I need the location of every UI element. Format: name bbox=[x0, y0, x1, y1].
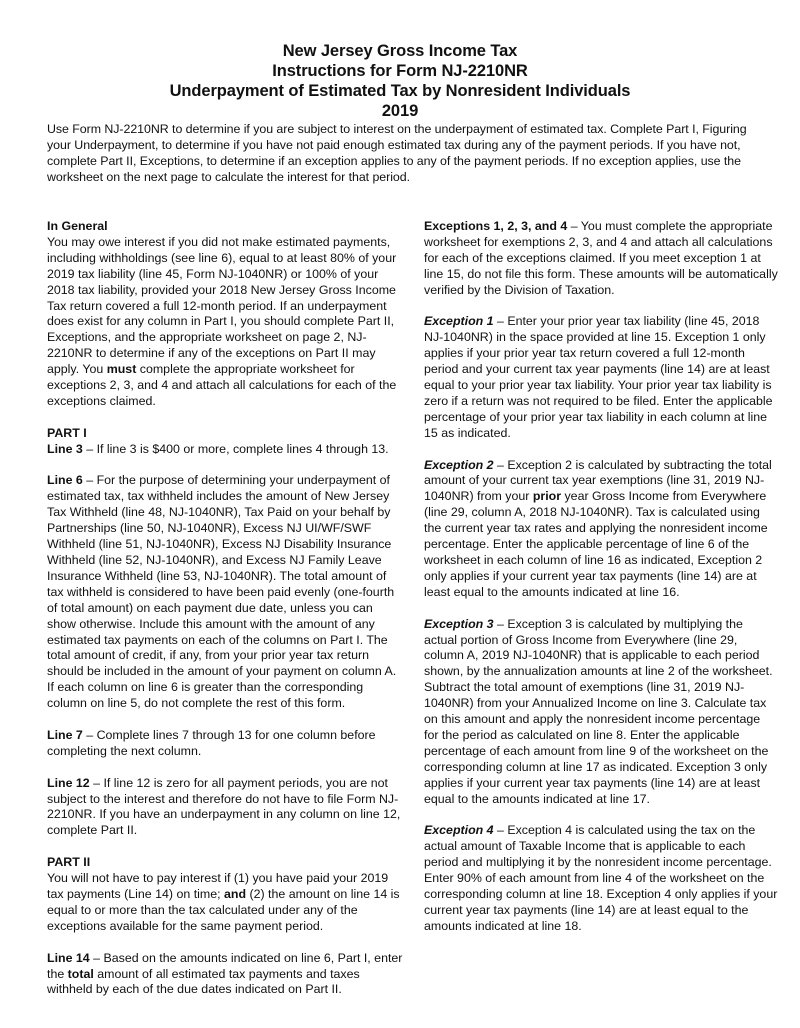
section-exceptions-all bbox=[424, 219, 778, 299]
exception2-label: Exception 2 bbox=[424, 457, 494, 472]
line12-text: – If line 12 is zero for all payment periods, you are not subject to the interest and therefore do not have to file Form NJ-2210NR. If you have an underpayment in any column on line 12, complete Part II. bbox=[47, 775, 401, 838]
exception1-instruction bbox=[424, 314, 778, 441]
exception3-instruction bbox=[424, 617, 778, 808]
line14-text-part1: – Based on the amounts indicated on line 6, Part I, enter the bbox=[47, 950, 403, 981]
exception2-text-part1: – Exception 2 is calculated by subtracting the total amount of your current tax year exemptions (line 31, 2019 NJ-1040NR) from your bbox=[424, 457, 772, 504]
section-line14 bbox=[47, 951, 403, 999]
exception1-text: – Enter your prior year tax liability (line 45, 2018 NJ-1040NR) in the space provided at line 15. Exception 1 only applies if your prior year tax return covered a full 12-month period and your current tax year payments (line 14) are at least equal to your prior year tax liability. Your prior year tax liability is zero if a return was not required to be filed. Enter the applicable percentage of your prior year tax liability in each column at line 15 as indicated. bbox=[424, 314, 773, 440]
line14-instruction bbox=[47, 951, 403, 999]
section-part1 bbox=[47, 426, 403, 458]
line6-label: Line 6 bbox=[47, 473, 83, 488]
exception3-text: – Exception 3 is calculated by multiplying the actual portion of Gross Income from Everywhere (line 29, column A, 2019 NJ-1040NR) that is applicable to each period shown, by the annualization amounts at line 2 of the worksheet. Subtract the total amount of exemptions (line 31, 2019 NJ-1040NR) from your Annualized Income on line 3. Calculate tax on this amount and apply the nonresident income percentage for the period as calculated on line 8. Enter the applicable percentage of each amount from line 9 of the worksheet on the corresponding column at line 17 as indicated. Exception 3 only applies if your current year tax payments (line 14) are at least equal to the amounts indicated at line 17. bbox=[424, 616, 773, 806]
section-heading-part1: PART I bbox=[47, 425, 87, 440]
exception4-instruction bbox=[424, 823, 778, 934]
exception2-bold-prior: prior bbox=[532, 489, 562, 504]
in-general-text bbox=[47, 235, 403, 410]
title-line-year: 2019 bbox=[381, 102, 419, 120]
in-general-text-part1: You may owe interest if you did not make estimated payments, including withholdings (see line 6), equal to at least 80% of your 2019 tax liability (line 45, Form NJ-1040NR) or 100% of your 2018 tax liability, provided your 2018 New Jersey Gross Income Tax return covered a full 12-month period. If an underpayment does exist for any column in Part I, you should complete Part II, Exceptions, and the appropriate worksheet on page 2, NJ-2210NR to determine if any of the exceptions on Part II may apply. You bbox=[47, 234, 397, 377]
intro-paragraph: Use Form NJ-2210NR to determine if you are subject to interest on the underpayment of estimated tax. Complete Part I, Figuring your Underpayment, to determine if you have not paid enough estimated tax during any of the payment periods. If you have not, complete Part II, Exceptions, to determine if an exception applies to any of the payment periods. If no exception applies, use the worksheet on the next page to calculate the interest for that period. bbox=[47, 122, 747, 184]
line12-instruction bbox=[47, 776, 403, 840]
section-exception1 bbox=[424, 314, 778, 441]
exceptions-all-text: – You must complete the appropriate worksheet for exemptions 2, 3, and 4 and attach all calculations for each of the exceptions claimed. If you meet exception 1 at line 15, do not file this form. These amounts will be automatically verified by the Division of Taxation. bbox=[424, 219, 778, 297]
part2-bold-and: and bbox=[224, 886, 247, 901]
section-in-general bbox=[47, 219, 403, 410]
title-line-form: Instructions for Form NJ-2210NR bbox=[272, 62, 528, 80]
section-exception4 bbox=[424, 823, 778, 934]
line6-text: – For the purpose of determining your underpayment of estimated tax, tax withheld includes the amount of New Jersey Tax Withheld (line 48, NJ-1040NR), Tax Paid on your behalf by Partnerships (line 50, NJ-1040NR), Excess NJ UI/WF/SWF Withheld (line 51, NJ-1040NR), Excess NJ Disability Insurance Withheld (line 52, NJ-1040NR), and Excess NJ Family Leave Insurance Withheld (line 53, NJ-1040NR). The total amount of tax withheld is considered to have been paid evenly (one-fourth of total amount) on each payment due date, unless you can show otherwise. Include this amount with the amount of any estimated tax payments on each of the columns on Part I. The total amount of credit, if any, from your prior year tax return should be included in the amount of your payment on column A. If each column on line 6 is greater than the corresponding column on line 5, do not complete the rest of this form. bbox=[47, 473, 397, 711]
line14-bold-total: total bbox=[67, 966, 94, 981]
exception2-text-part2: year Gross Income from Everywhere (line 29, column A, 2018 NJ-1040NR). Tax is calculated using the current year tax rates and applying the nonresident income percentage. Enter the applicable percentage of line 6 of the worksheet in each column of line 16 as indicated, Exception 2 only applies if your current year tax payments (line 14) are at least equal to the amounts indicated at line 16. bbox=[424, 489, 768, 599]
section-heading-part2: PART II bbox=[47, 855, 91, 870]
line14-text-part2: amount of all estimated tax payments and taxes withheld by each of the due dates indicated on Part II. bbox=[47, 966, 360, 997]
section-part2 bbox=[47, 855, 403, 935]
part2-text-part1: You will not have to pay interest if (1) you have paid your 2019 tax payments (Line 14) on time; bbox=[47, 871, 389, 901]
exception4-text: – Exception 4 is calculated using the tax on the actual amount of Taxable Income that is applicable to each period and multiplying it by the nonresident income percentage. Enter 90% of each amount from line 4 of the worksheet on the corresponding column at line 18. Exception 4 only applies if your current year tax payments (line 14) are at least equal to the amounts indicated at line 18. bbox=[424, 823, 778, 933]
exception4-label: Exception 4 bbox=[424, 823, 494, 838]
title-line-subject: Underpayment of Estimated Tax by Nonresident Individuals bbox=[169, 82, 631, 100]
line12-label: Line 12 bbox=[47, 775, 90, 790]
line6-instruction bbox=[47, 473, 403, 712]
line7-label: Line 7 bbox=[47, 727, 83, 742]
line14-label: Line 14 bbox=[47, 950, 90, 965]
line3-label: Line 3 bbox=[47, 441, 83, 456]
exceptions-all-instruction bbox=[424, 219, 778, 299]
title-line-agency: New Jersey Gross Income Tax bbox=[282, 42, 518, 60]
line7-instruction bbox=[47, 728, 403, 760]
part2-text-part2: (2) the amount on line 14 is equal to or more than the tax calculated under any of the exceptions available for the same payment period. bbox=[47, 886, 400, 933]
section-exception3 bbox=[424, 617, 778, 808]
line3-text: – If line 3 is $400 or more, complete lines 4 through 13. bbox=[82, 441, 389, 456]
section-heading-in-general: In General bbox=[47, 219, 108, 233]
document-title bbox=[0, 41, 800, 121]
left-column bbox=[47, 219, 403, 1014]
section-exception2 bbox=[424, 458, 778, 601]
in-general-text-part2: complete the appropriate worksheet for exceptions 2, 3, and 4 and attach all calculations for each of the exceptions claimed. bbox=[47, 362, 397, 408]
exceptions-all-label: Exceptions 1, 2, 3, and 4 bbox=[424, 219, 568, 233]
in-general-bold-must: must bbox=[106, 362, 137, 377]
exception1-label: Exception 1 bbox=[424, 314, 494, 329]
line7-text: – Complete lines 7 through 13 for one column before completing the next column. bbox=[47, 727, 376, 758]
part2-text bbox=[47, 871, 403, 935]
section-line12 bbox=[47, 776, 403, 840]
exception2-instruction bbox=[424, 458, 778, 601]
line3-instruction bbox=[47, 442, 403, 458]
section-line7 bbox=[47, 728, 403, 760]
exception3-label: Exception 3 bbox=[424, 616, 494, 631]
section-line6 bbox=[47, 473, 403, 712]
right-column bbox=[424, 219, 778, 951]
